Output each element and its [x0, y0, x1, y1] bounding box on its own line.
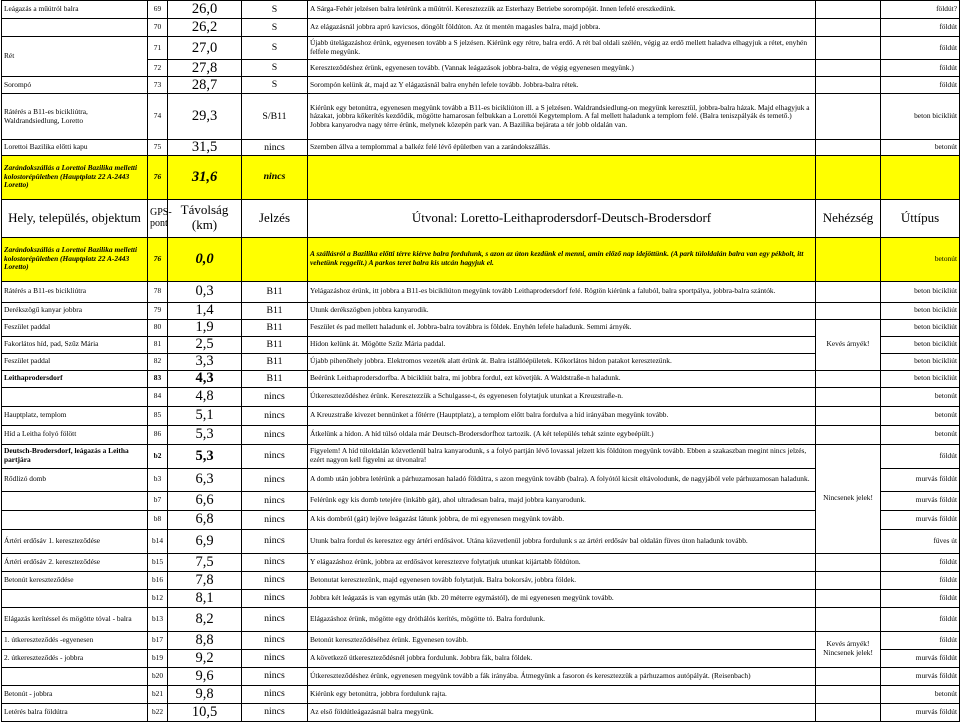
place-cell	[2, 589, 148, 607]
distance-cell: 10,5	[168, 703, 242, 721]
table-row	[2, 94, 960, 140]
surface-cell: földút	[881, 37, 960, 60]
route-table	[1, 0, 960, 722]
mark-cell: S	[242, 60, 308, 77]
gps-cell: b19	[148, 649, 168, 667]
place-cell	[2, 387, 148, 406]
place-cell	[2, 667, 148, 685]
route-cell: A kis dombról (gát) lejöve leágazást látunk jobbra, de mi egyenesen megyünk tovább.	[308, 510, 816, 529]
distance-cell: 6,6	[168, 491, 242, 510]
header-type: Úttípus	[881, 199, 960, 237]
gps-cell: 76	[148, 155, 168, 199]
mark-cell: nincs	[242, 607, 308, 631]
surface-cell: murvás földút	[881, 667, 960, 685]
gps-cell: 85	[148, 406, 168, 425]
distance-cell: 6,3	[168, 468, 242, 491]
difficulty-cell	[816, 553, 881, 571]
gps-cell: b14	[148, 529, 168, 553]
distance-cell: 8,1	[168, 589, 242, 607]
difficulty-cell	[816, 571, 881, 589]
header-row	[2, 199, 960, 237]
route-cell: Sorompón kelünk át, majd az Y elágazásnál balra enyhén lefele tovább. Jobbra-balra rétek.	[308, 77, 816, 94]
route-cell: Betonutat keresztezünk, majd egyenesen tovább folytatjuk. Balra bokorsáv, jobbra földek.	[308, 571, 816, 589]
header-gps: GPS-pont	[148, 199, 168, 237]
surface-cell: beton bicikliút	[881, 281, 960, 302]
mark-cell: nincs	[242, 425, 308, 444]
distance-cell: 2,5	[168, 336, 242, 353]
table-row	[2, 685, 960, 703]
gps-cell: b15	[148, 553, 168, 571]
header-route: Útvonal: Loretto-Leithaprodersdorf-Deutsch-Brodersdorf	[308, 199, 816, 237]
gps-cell: 75	[148, 140, 168, 156]
mark-cell: nincs	[242, 529, 308, 553]
route-cell: Betonút kereszteződéséhez érünk. Egyenesen tovább.	[308, 631, 816, 649]
route-cell: A Kreuzstraße kivezet bennünket a főtérre (Hauptplatz), a templom előtt balra fordulva a híd irányában megyünk tovább.	[308, 406, 816, 425]
difficulty-cell	[816, 140, 881, 156]
gps-cell: 83	[148, 370, 168, 387]
distance-cell: 8,8	[168, 631, 242, 649]
gps-cell: 84	[148, 387, 168, 406]
distance-cell: 29,3	[168, 94, 242, 140]
place-cell: Feszület paddal	[2, 319, 148, 336]
distance-cell: 9,8	[168, 685, 242, 703]
place-cell: Híd a Leitha folyó fölött	[2, 425, 148, 444]
gps-cell: 74	[148, 94, 168, 140]
header-difficulty: Nehézség	[816, 199, 881, 237]
difficulty-shade-note: Kevés árnyék!	[826, 639, 870, 649]
header-mark: Jelzés	[242, 199, 308, 237]
difficulty-cell	[816, 589, 881, 607]
table-row	[2, 140, 960, 156]
table-row	[2, 444, 960, 468]
route-cell: Utunk derékszögben jobbra kanyarodik.	[308, 302, 816, 319]
distance-cell: 28,7	[168, 77, 242, 94]
distance-cell: 1,4	[168, 302, 242, 319]
surface-cell: földút?	[881, 1, 960, 19]
place-cell: Rődlizó domb	[2, 468, 148, 491]
route-cell: Y elágazáshoz érünk, jobbra az erdősávot keresztezve folytatjuk utunkat kijártabb földúton.	[308, 553, 816, 571]
table-row	[2, 281, 960, 302]
route-cell: Az elágazásnál jobbra apró kavicsos, döngölt földúton. Az út mentén magasles balra, majd jobbra.	[308, 19, 816, 37]
route-cell: Elágazáshoz érünk, mögötte egy dróthálós kerítés, mögötte tó. Balra fordulunk.	[308, 607, 816, 631]
surface-cell: földút	[881, 19, 960, 37]
mark-cell: S	[242, 37, 308, 60]
surface-cell: betonút	[881, 406, 960, 425]
mark-cell: nincs	[242, 387, 308, 406]
gps-cell: b7	[148, 491, 168, 510]
route-cell: Kiérünk egy betonútra, egyenesen megyünk tovább a B11-es bicikliúton ill. a S jelzésen. Waldrandsiedlung-on megyünk keresztül, jobbra-balra házak. Majd elhagyjuk a házakat, jobbra kőkerítés kezdődik, mögötte hamarosan felbukkan a Lorettói Kegytemplom. A fal mellett haladunk a templom felé. (Balra teniszpályák és temető.) Jobbra kanyarodva nagy térre érünk, melynek közepén park van. A Bazilika bejárata a tér jobb oldalán van.	[308, 94, 816, 140]
surface-cell: beton bicikliút	[881, 94, 960, 140]
place-cell: Deutsch-Brodersdorf, leágazás a Leitha partjára	[2, 444, 148, 468]
place-cell	[2, 19, 148, 37]
mark-cell: nincs	[242, 510, 308, 529]
gps-cell: b22	[148, 703, 168, 721]
mark-cell: S	[242, 1, 308, 19]
difficulty-cell	[816, 302, 881, 319]
route-cell	[308, 155, 816, 199]
mark-cell: B11	[242, 302, 308, 319]
gps-cell: b2	[148, 444, 168, 468]
gps-cell: 81	[148, 336, 168, 353]
difficulty-cell	[816, 60, 881, 77]
distance-cell: 26,2	[168, 19, 242, 37]
table-row	[2, 19, 960, 37]
mark-cell	[242, 237, 308, 281]
table-row	[2, 589, 960, 607]
route-cell: Felérünk egy kis domb tetejére (inkább gát), ahol ultradesan balra, majd jobbra kanyarodunk.	[308, 491, 816, 510]
surface-cell: földút	[881, 571, 960, 589]
route-cell: A domb után jobbra letérünk a párhuzamosan haladó földútra, s azon megyünk tovább (balra). A folyótól kicsit eltávolodunk, de nagyjából vele párhuzamosan haladunk.	[308, 468, 816, 491]
surface-cell: földút	[881, 607, 960, 631]
route-cell: Utunk balra fordul és keresztez egy ártéri erdősávot. Utána közvetlenül jobbra fordulunk s az ártéri erdősáv bal oldalán füves úton haladunk tovább.	[308, 529, 816, 553]
difficulty-cell	[816, 685, 881, 703]
difficulty-cell	[816, 425, 881, 444]
surface-cell: beton bicikliút	[881, 353, 960, 370]
difficulty-marks-note: Nincsenek jelek!	[823, 648, 873, 657]
surface-cell: földút	[881, 589, 960, 607]
distance-cell: 27,0	[168, 37, 242, 60]
table-row	[2, 370, 960, 387]
gps-cell: 82	[148, 353, 168, 370]
table-row	[2, 406, 960, 425]
mark-cell: nincs	[242, 553, 308, 571]
stage-start-row	[2, 237, 960, 281]
place-cell	[2, 491, 148, 510]
surface-cell: betonút	[881, 387, 960, 406]
difficulty-cell	[816, 1, 881, 19]
distance-cell: 31,6	[168, 155, 242, 199]
mark-cell: B11	[242, 353, 308, 370]
place-cell: Derékszögű kanyar jobbra	[2, 302, 148, 319]
surface-cell: földút	[881, 444, 960, 468]
place-cell: Elágazás kerítéssel és mögötte tóval - balra	[2, 607, 148, 631]
distance-cell: 0,3	[168, 281, 242, 302]
route-cell: Kereszteződéshez érünk, egyenesen tovább. (Vannak leágazások jobbra-balra, de végig egyenesen megyünk.)	[308, 60, 816, 77]
difficulty-cell	[816, 94, 881, 140]
distance-cell: 9,2	[168, 649, 242, 667]
gps-cell: 79	[148, 302, 168, 319]
header-distance: Távolság (km)	[168, 199, 242, 237]
gps-cell: 71	[148, 37, 168, 60]
gps-cell: 70	[148, 19, 168, 37]
difficulty-cell	[816, 237, 881, 281]
surface-cell	[881, 155, 960, 199]
gps-cell: 69	[148, 1, 168, 19]
distance-cell: 7,8	[168, 571, 242, 589]
difficulty-cell	[816, 387, 881, 406]
surface-cell: beton bicikliút	[881, 370, 960, 387]
surface-cell: beton bicikliút	[881, 302, 960, 319]
gps-cell: b8	[148, 510, 168, 529]
gps-cell: b3	[148, 468, 168, 491]
distance-cell: 26,0	[168, 1, 242, 19]
distance-cell: 5,3	[168, 444, 242, 468]
place-cell: Leithaprodersdorf	[2, 370, 148, 387]
surface-cell: füves út	[881, 529, 960, 553]
place-cell: Feszület paddal	[2, 353, 148, 370]
gps-cell: 78	[148, 281, 168, 302]
mark-cell: B11	[242, 281, 308, 302]
gps-cell: 72	[148, 60, 168, 77]
table-row	[2, 631, 960, 649]
mark-cell: nincs	[242, 631, 308, 649]
distance-cell: 1,9	[168, 319, 242, 336]
route-cell: Az első földútleágazásnál balra megyünk.	[308, 703, 816, 721]
surface-cell: beton bicikliút	[881, 336, 960, 353]
route-cell: Újabb pihenőhely jobbra. Elektromos vezeték alatt érünk át. Balra istállóépületek. Kőkorlátos hidon patakot keresztezünk.	[308, 353, 816, 370]
gps-cell: 80	[148, 319, 168, 336]
gps-cell: 86	[148, 425, 168, 444]
surface-cell: betonút	[881, 685, 960, 703]
distance-cell: 6,8	[168, 510, 242, 529]
gps-cell: b12	[148, 589, 168, 607]
difficulty-cell	[816, 631, 881, 667]
distance-cell: 4,3	[168, 370, 242, 387]
difficulty-cell	[816, 155, 881, 199]
difficulty-cell	[816, 19, 881, 37]
route-cell: Feszület és pad mellett haladunk el. Jobbra-balra továbbra is földek. Enyhén lefele haladunk. Semmi árnyék.	[308, 319, 816, 336]
distance-cell: 5,3	[168, 425, 242, 444]
difficulty-cell	[816, 37, 881, 60]
surface-cell: murvás földút	[881, 491, 960, 510]
mark-cell: nincs	[242, 685, 308, 703]
difficulty-cell: Nincsenek jelek!	[816, 444, 881, 553]
mark-cell: nincs	[242, 703, 308, 721]
surface-cell: murvás földút	[881, 510, 960, 529]
place-cell: Hauptplatz, templom	[2, 406, 148, 425]
table-row	[2, 607, 960, 631]
difficulty-cell	[816, 281, 881, 302]
difficulty-cell	[816, 370, 881, 387]
place-cell: Zarándokszállás a Lorettoi Bazilika melletti kolostorépületben (Hauptplatz 22 A-2443 Loretto)	[2, 237, 148, 281]
table-row	[2, 425, 960, 444]
route-cell: Útkereszteződéshez érünk, egyenesen megyünk tovább a fák irányába. Átmegyünk a fasoron és keresztezzük a párhuzamos autópályát. (Reisenbach)	[308, 667, 816, 685]
mark-cell: S	[242, 19, 308, 37]
place-cell: Sorompó	[2, 77, 148, 94]
mark-cell: nincs	[242, 468, 308, 491]
gps-cell: b20	[148, 667, 168, 685]
surface-cell: murvás földút	[881, 649, 960, 667]
surface-cell: földút	[881, 631, 960, 649]
route-cell: Jobbra két leágazás is van egymás után (kb. 20 méterre egymástól), de mi egyenesen megyünk tovább.	[308, 589, 816, 607]
place-cell	[2, 510, 148, 529]
mark-cell: nincs	[242, 667, 308, 685]
place-cell: Zarándokszállás a Lorettoi Bazilika melletti kolostorépületben (Hauptplatz 22 A-2443 Loretto)	[2, 155, 148, 199]
difficulty-cell	[816, 667, 881, 685]
mark-cell: nincs	[242, 140, 308, 156]
distance-cell: 0,0	[168, 237, 242, 281]
table-row	[2, 302, 960, 319]
table-row	[2, 553, 960, 571]
mark-cell: B11	[242, 370, 308, 387]
surface-cell: betonút	[881, 237, 960, 281]
surface-cell: földút	[881, 553, 960, 571]
table-row	[2, 1, 960, 19]
mark-cell: nincs	[242, 589, 308, 607]
surface-cell: földút	[881, 60, 960, 77]
route-cell: A Sárga-Fehér jelzésen balra letérünk a műútról. Keresztezzük az Esterhazy Betriebe sorompóját. Innen lefelé ereszkedünk.	[308, 1, 816, 19]
mark-cell: nincs	[242, 491, 308, 510]
surface-cell: földút	[881, 77, 960, 94]
place-cell: Letérés balra földútra	[2, 703, 148, 721]
stage-end-row	[2, 155, 960, 199]
mark-cell: S	[242, 77, 308, 94]
place-cell: Lorettoi Bazilika előtti kapu	[2, 140, 148, 156]
mark-cell: B11	[242, 319, 308, 336]
place-cell: Ártéri erdősáv 1. kereszteződése	[2, 529, 148, 553]
route-cell: A szállásról a Bazilika előtti térre kiérve balra fordulunk, s azon az úton kezdünk el menni, amin előző nap idejöttünk. (A park túloldalán balra van egy pékbolt, itt vehetünk reggelit.) A parkos teret balra kis utcán hagyjuk el.	[308, 237, 816, 281]
route-cell: Újabb útelágazáshoz érünk, egyenesen tovább a S jelzésen. Kiérünk egy rétre, balra erdő. A rét bal oldali szélén, végig az erdő mellett haladva elhagyjuk a rétet, enyhén felfele megyünk.	[308, 37, 816, 60]
place-cell: 1. útkereszteződés -egyenesen	[2, 631, 148, 649]
place-cell: Fakorlátos híd, pad, Szűz Mária	[2, 336, 148, 353]
gps-cell: b21	[148, 685, 168, 703]
surface-cell: murvás földút	[881, 468, 960, 491]
mark-cell: nincs	[242, 649, 308, 667]
distance-cell: 27,8	[168, 60, 242, 77]
difficulty-cell: Kevés árnyék!	[816, 319, 881, 370]
place-cell: Leágazás a műútról balra	[2, 1, 148, 19]
gps-cell: b13	[148, 607, 168, 631]
distance-cell: 3,3	[168, 353, 242, 370]
route-cell: Útkereszteződéshez érünk. Keresztezzük a Schulgasse-t, és egyenesen folytatjuk utunkat a Kreuzstraße-n.	[308, 387, 816, 406]
place-cell: Rét	[2, 37, 148, 77]
difficulty-cell	[816, 406, 881, 425]
place-cell: Ártéri erdősáv 2. kereszteződése	[2, 553, 148, 571]
route-cell: Figyelem! A híd túloldalán közvetlenül balra kanyarodunk, s a folyó partján lévő lovassal jelzett kis földúton megyünk tovább. Ebben a szakaszban megint nincs jelzés, ezért nagyon kell figyelni az útvonalra!	[308, 444, 816, 468]
distance-cell: 9,6	[168, 667, 242, 685]
mark-cell: nincs	[242, 406, 308, 425]
table-row	[2, 37, 960, 60]
gps-cell: 73	[148, 77, 168, 94]
mark-cell: nincs	[242, 444, 308, 468]
route-cell: Kiérünk egy betonútra, jobbra fordulunk rajta.	[308, 685, 816, 703]
place-cell: Betonút kereszteződése	[2, 571, 148, 589]
table-row	[2, 703, 960, 721]
table-row	[2, 571, 960, 589]
surface-cell: betonút	[881, 425, 960, 444]
difficulty-cell	[816, 703, 881, 721]
route-cell: Szemben állva a templommal a balkéz felé lévő épületben van a zarándokszállás.	[308, 140, 816, 156]
header-place: Hely, település, objektum	[2, 199, 148, 237]
mark-cell: B11	[242, 336, 308, 353]
gps-cell: 76	[148, 237, 168, 281]
surface-cell: murvás földút	[881, 703, 960, 721]
mark-cell: nincs	[242, 155, 308, 199]
route-cell: Beérünk Leithaprodersdorfba. A bicikliút balra, mi jobbra fordul, ezt követjük. A Waldstraße-n haladunk.	[308, 370, 816, 387]
difficulty-cell	[816, 607, 881, 631]
place-cell: Rátérés a B11-es bicikliútra, Waldrandsiedlung, Loretto	[2, 94, 148, 140]
route-cell: Hídon kelünk át. Mögötte Szűz Mária paddal.	[308, 336, 816, 353]
mark-cell: nincs	[242, 571, 308, 589]
place-cell: Betonút - jobbra	[2, 685, 148, 703]
place-cell: Rátérés a B11-es bicikliútra	[2, 281, 148, 302]
distance-cell: 31,5	[168, 140, 242, 156]
surface-cell: beton bicikliút	[881, 319, 960, 336]
gps-cell: b17	[148, 631, 168, 649]
place-cell: 2. útkereszteződés - jobbra	[2, 649, 148, 667]
distance-cell: 8,2	[168, 607, 242, 631]
surface-cell: betonút	[881, 140, 960, 156]
mark-cell: S/B11	[242, 94, 308, 140]
route-cell: Yelágazáshoz érünk, itt jobbra a B11-es bicikliúton megyünk tovább Leithaprodersdorf felé. Rögtön kiérünk a faluból, balra sportpálya, jobbra-balra szántók.	[308, 281, 816, 302]
gps-cell: b16	[148, 571, 168, 589]
distance-cell: 7,5	[168, 553, 242, 571]
route-cell: A következő útkereszteződésnél jobbra fordulunk. Jobbra fák, balra földek.	[308, 649, 816, 667]
distance-cell: 4,8	[168, 387, 242, 406]
table-row	[2, 77, 960, 94]
distance-cell: 5,1	[168, 406, 242, 425]
table-row	[2, 667, 960, 685]
distance-cell: 6,9	[168, 529, 242, 553]
route-cell: Átkelünk a hídon. A híd túlsó oldala már Deutsch-Brodersdorfhoz tartozik. (A két település tehát szinte egybeépült.)	[308, 425, 816, 444]
difficulty-cell	[816, 77, 881, 94]
table-row	[2, 387, 960, 406]
table-row	[2, 319, 960, 336]
